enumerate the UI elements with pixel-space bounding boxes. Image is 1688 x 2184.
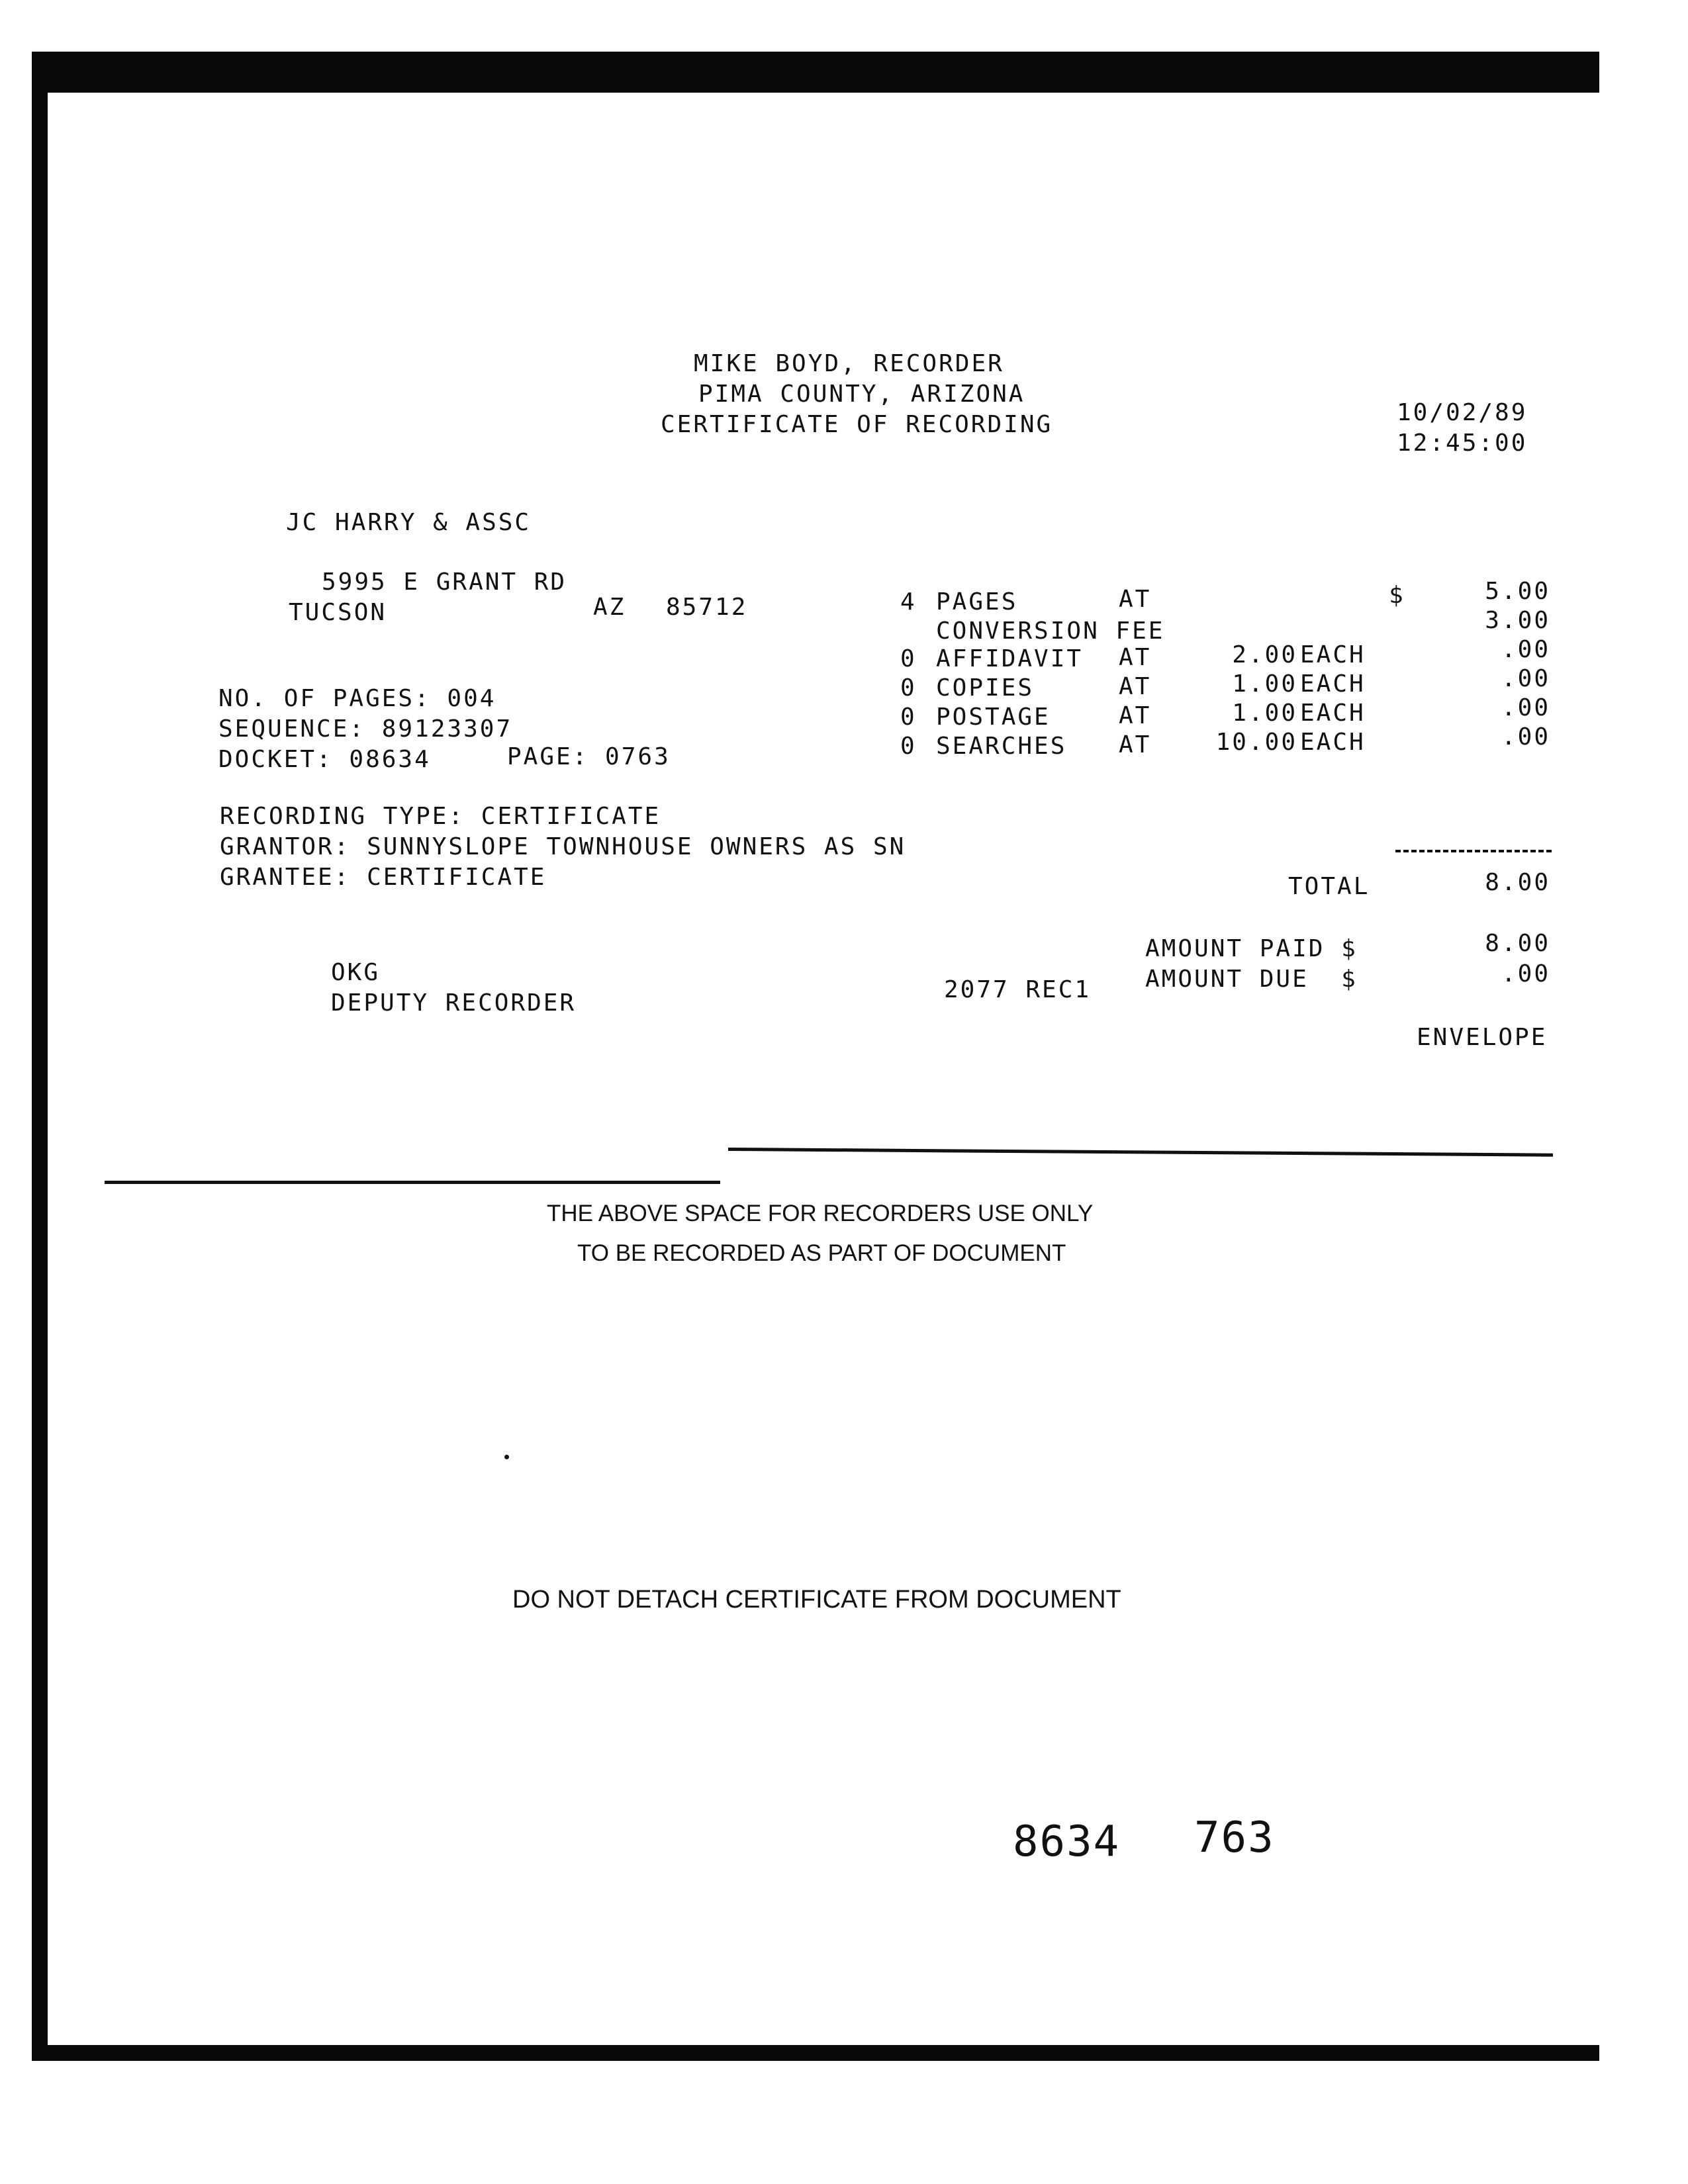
stray-mark (504, 1455, 509, 1459)
fee-each: EACH (1300, 641, 1366, 668)
addressee-state: AZ (593, 594, 626, 621)
page-number: PAGE: 0763 (507, 743, 671, 770)
fee-label: POSTAGE (936, 704, 1051, 731)
total-label: TOTAL (1288, 873, 1370, 900)
recorded-part-note: TO BE RECORDED AS PART OF DOCUMENT (577, 1240, 1066, 1266)
total-value: 8.00 (1485, 869, 1550, 896)
fee-each: EACH (1300, 729, 1366, 756)
fee-qty: 0 (900, 704, 917, 731)
addressee-name: JC HARRY & ASSC (286, 509, 532, 536)
fee-qty: 0 (900, 645, 917, 672)
amount-due-label: AMOUNT DUE $ (1145, 966, 1358, 993)
amount-paid-value: 8.00 (1485, 930, 1550, 957)
page-stamp: 763 (1194, 1813, 1275, 1862)
fee-label: SEARCHES (936, 733, 1067, 760)
recording-type: RECORDING TYPE: CERTIFICATE (220, 803, 661, 830)
number-of-pages: NO. OF PAGES: 004 (218, 685, 496, 712)
fee-amount: .00 (1501, 636, 1550, 663)
recorder-name: MIKE BOYD, RECORDER (694, 350, 1004, 377)
fee-qty: 0 (900, 733, 917, 760)
fee-rate: 1.00 (1232, 670, 1297, 698)
envelope-label: ENVELOPE (1417, 1024, 1548, 1051)
amount-paid-label: AMOUNT PAID $ (1145, 935, 1358, 962)
do-not-detach-warning: DO NOT DETACH CERTIFICATE FROM DOCUMENT (512, 1586, 1121, 1614)
deputy-title: DEPUTY RECORDER (331, 989, 577, 1017)
fee-rate: 1.00 (1232, 700, 1297, 727)
fee-at: AT (1119, 673, 1152, 700)
fee-at: AT (1119, 702, 1152, 729)
docket-number: DOCKET: 08634 (218, 746, 431, 773)
sequence-number: SEQUENCE: 89123307 (218, 715, 513, 743)
county-name: PIMA COUNTY, ARIZONA (698, 381, 1025, 408)
fee-label: COPIES (936, 674, 1035, 702)
fee-at: AT (1119, 644, 1152, 671)
fee-amount: .00 (1501, 723, 1550, 751)
fee-at: AT (1119, 731, 1152, 758)
grantee: GRANTEE: CERTIFICATE (220, 864, 547, 891)
fee-dollar: $ (1389, 582, 1405, 609)
fee-at: AT (1119, 586, 1152, 613)
fee-amount: 3.00 (1485, 607, 1550, 634)
section-divider-left (105, 1181, 720, 1184)
grantor: GRANTOR: SUNNYSLOPE TOWNHOUSE OWNERS AS SN (220, 833, 906, 860)
record-time: 12:45:00 (1397, 430, 1528, 457)
amount-due-value: .00 (1501, 960, 1550, 987)
addressee-zip: 85712 (666, 594, 748, 621)
certificate-title: CERTIFICATE OF RECORDING (661, 411, 1053, 438)
fee-each: EACH (1300, 670, 1366, 698)
fee-amount: 5.00 (1485, 578, 1550, 605)
recorders-use-note: THE ABOVE SPACE FOR RECORDERS USE ONLY (547, 1201, 1094, 1226)
fee-label: PAGES (936, 588, 1018, 615)
fee-rate: 2.00 (1232, 641, 1297, 668)
fee-label: CONVERSION FEE (936, 617, 1165, 645)
fee-label: AFFIDAVIT (936, 645, 1084, 672)
total-divider (1395, 850, 1552, 852)
fee-qty: 0 (900, 674, 917, 702)
fee-rate: 10.00 (1215, 729, 1297, 756)
record-date: 10/02/89 (1397, 399, 1528, 426)
addressee-city: TUCSON (289, 599, 387, 626)
fee-each: EACH (1300, 700, 1366, 727)
addressee-street: 5995 E GRANT RD (322, 569, 567, 596)
fee-qty: 4 (900, 588, 917, 615)
docket-stamp: 8634 (1013, 1817, 1121, 1866)
fee-amount: .00 (1501, 694, 1550, 721)
deputy-initials: OKG (331, 959, 381, 986)
fee-amount: .00 (1501, 665, 1550, 692)
receipt-number: 2077 REC1 (944, 976, 1092, 1003)
